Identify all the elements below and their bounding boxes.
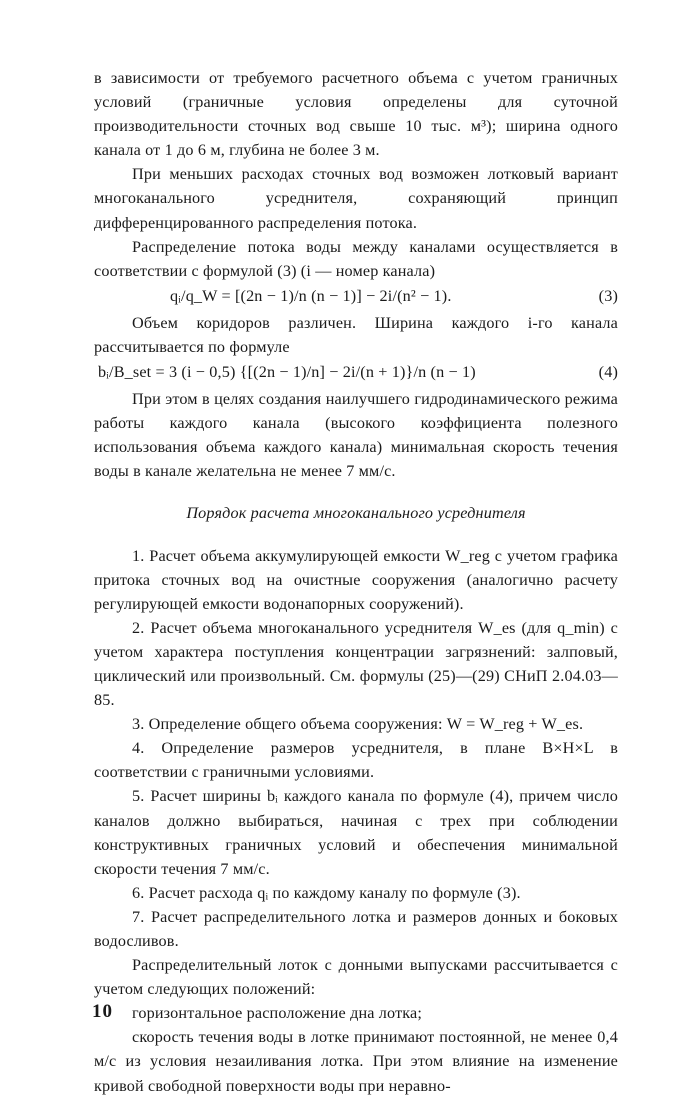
paragraph-distribution-tray: Распределительный лоток с донными выпусками рассчитывается с учетом следующих положений: xyxy=(94,956,618,999)
formula-4 xyxy=(94,359,618,387)
paragraph-tray-variant: При меньших расходах сточных вод возможен лотковый вариант многоканального усреднителя, сохраняющий принцип дифференцированного распределения потока. xyxy=(94,165,618,232)
paragraph-horizontal-bottom: горизонтальное расположение дна лотка; xyxy=(132,1004,423,1023)
step-6: 6. Расчет расхода qᵢ по каждому каналу по формуле (3). xyxy=(132,883,521,902)
formula-3-number: (3) xyxy=(598,286,618,305)
step-5: 5. Расчет ширины bᵢ каждого канала по формуле (4), причем число каналов должно выбираться, начиная с трех при соблюдении конструктивных граничных условий и обеспечения минимальной скорости течения 7 мм/с. xyxy=(94,787,618,878)
paragraph-flow-velocity: скорость течения воды в лотке принимают постоянной, не менее 0,4 м/с из условия незаиливания лотка. При этом влияние на изменение кривой свободной поверхности воды при неравно- xyxy=(94,1028,618,1095)
page-body xyxy=(94,66,618,1098)
step-1: 1. Расчет объема аккумулирующей емкости W_reg с учетом графика притока сточных вод на очистные сооружения (аналогично расчету регулирующей емкости водонапорных сооружений). xyxy=(94,546,618,613)
step-3: 3. Определение общего объема сооружения: W = W_reg + W_es. xyxy=(132,715,584,734)
step-2: 2. Расчет объема многоканального усреднителя W_es (для q_min) с учетом характера поступления концентрации загрязнений: залповый, циклический или произвольный. См. формулы (25)—(29) СНиП 2.04.03—85. xyxy=(94,618,618,710)
formula-4-number: (4) xyxy=(598,363,618,382)
paragraph-hydrodynamic-mode: При этом в целях создания наилучшего гидродинамического режима работы каждого канала (высокого коэффициента полезного использования объема каждого канала) минимальная скорость течения воды в канале желательна не менее 7 мм/с. xyxy=(94,390,618,481)
step-4: 4. Определение размеров усреднителя, в плане B×H×L в соответствии с граничными условиями. xyxy=(94,739,618,782)
paragraph-flow-distribution: Распределение потока воды между каналами осуществляется в соответствии с формулой (3) (i — номер канала) xyxy=(94,237,618,280)
step-7: 7. Расчет распределительного лотка и размеров донных и боковых водосливов. xyxy=(94,907,618,950)
paragraph-continued: в зависимости от требуемого расчетного объема с учетом граничных условий (граничные условия определены для суточной производительности сточных вод свыше 10 тыс. м³); ширина одного канала от 1 до 6 м, глубина не более 3 м. xyxy=(94,69,618,160)
paragraph-corridor-volume: Объем коридоров различен. Ширина каждого i-го канала рассчитывается по формуле xyxy=(94,313,618,356)
formula-4-expression: bᵢ/B_set = 3 (i − 0,5) {[(2n − 1)/n] − 2i/(n + 1)}/n (n − 1) xyxy=(98,363,476,382)
formula-3 xyxy=(94,283,618,311)
page-number: 10 xyxy=(92,1001,113,1022)
formula-3-expression: qᵢ/q_W = [(2n − 1)/n (n − 1)] − 2i/(n² − 1). xyxy=(170,286,452,305)
section-heading: Порядок расчета многоканального усреднителя xyxy=(186,504,526,523)
